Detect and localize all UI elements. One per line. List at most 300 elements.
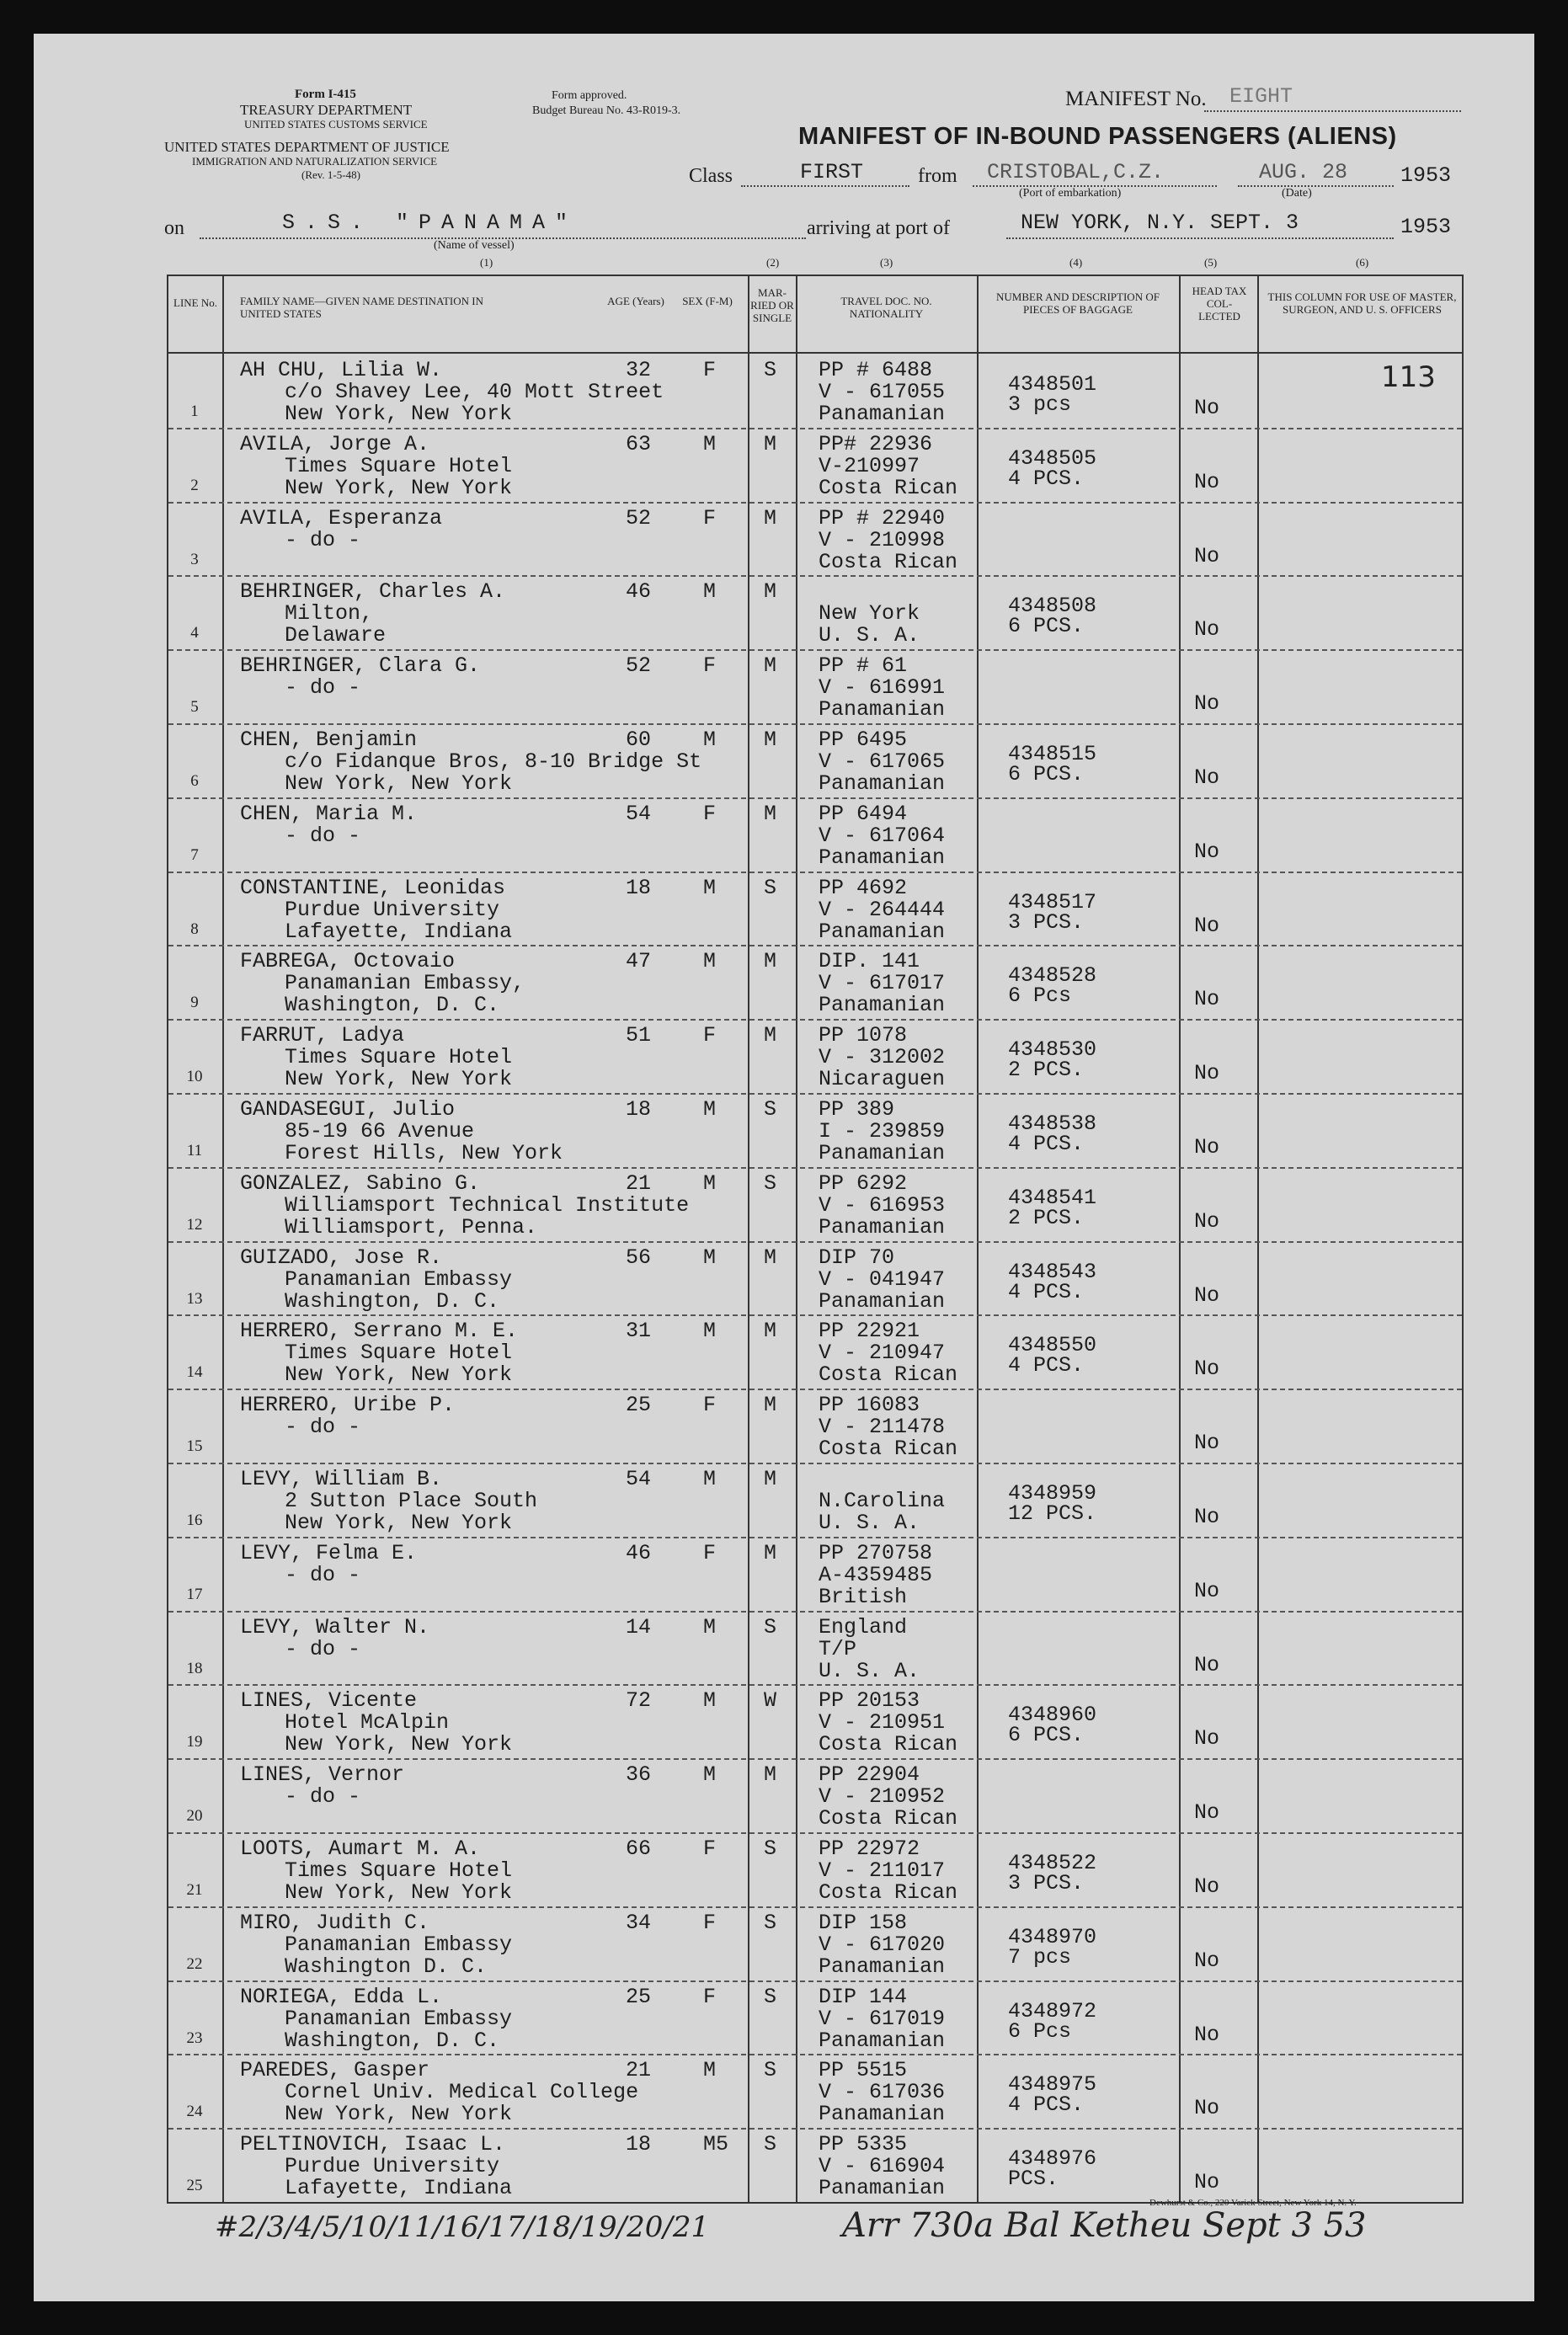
- line-number: 15: [186, 1437, 203, 1456]
- passenger-name: LEVY, Felma E.: [240, 1540, 418, 1565]
- travel-doc-number: PP 5335: [819, 2132, 908, 2157]
- nationality: Nicaraguen: [819, 1067, 946, 1092]
- destination-line-1: Times Square Hotel: [285, 1341, 513, 1366]
- line-number: 1: [190, 402, 199, 420]
- destination-line-2: Lafayette, Indiana: [285, 2176, 513, 2201]
- header-officers: THIS COLUMN FOR USE OF MASTER, SURGEON, AND U. S. OFFICERS: [1267, 291, 1457, 316]
- row-divider: [168, 1980, 1462, 1982]
- passenger-name: HERRERO, Uribe P.: [240, 1393, 456, 1418]
- nationality: British: [819, 1584, 908, 1609]
- destination-line-2: New York, New York: [285, 1362, 513, 1388]
- line-number: 6: [190, 772, 199, 790]
- nationality: Panamanian: [819, 771, 946, 796]
- sex: F: [703, 1023, 717, 1048]
- header-head-tax: HEAD TAX COL-LECTED: [1192, 285, 1247, 323]
- destination-line-2: Washington, D. C.: [285, 2028, 500, 2053]
- line-number: 25: [186, 2177, 203, 2195]
- destination-line-1: - do -: [285, 1636, 361, 1661]
- baggage-number: 4348528: [1008, 963, 1097, 989]
- baggage-pieces: 2 PCS.: [1008, 1205, 1085, 1230]
- head-tax: No: [1194, 2022, 1220, 2047]
- head-tax: No: [1194, 396, 1220, 420]
- baggage-number: 4348543: [1008, 1259, 1097, 1284]
- travel-doc-number: PP # 22940: [819, 505, 946, 530]
- destination-line-1: c/o Fidanque Bros, 8-10 Bridge St: [285, 749, 702, 774]
- travel-doc-number: PP# 22936: [819, 431, 933, 456]
- embarkation-year: 1953: [1400, 163, 1452, 188]
- travel-doc-number: DIP 70: [819, 1245, 895, 1270]
- age: 63: [626, 431, 652, 456]
- line-number: 11: [186, 1142, 203, 1160]
- sex: M: [703, 728, 717, 752]
- header-travel-doc: TRAVEL DOC. NO. NATIONALITY: [840, 295, 932, 320]
- sex: M: [703, 1319, 717, 1344]
- travel-doc-visa: V - 616991: [819, 675, 946, 701]
- page-number: 113: [1381, 360, 1436, 394]
- row-divider: [168, 1093, 1462, 1095]
- row-divider: [168, 1463, 1462, 1464]
- line-number: 2: [190, 476, 199, 494]
- passenger-name: BEHRINGER, Clara G.: [240, 653, 481, 679]
- nationality: Panamanian: [819, 845, 946, 870]
- destination-line-2: Washington D. C.: [285, 1954, 488, 1979]
- travel-doc-visa: I - 239859: [819, 1119, 946, 1144]
- baggage-number: 4348515: [1008, 742, 1097, 766]
- passenger-name: BEHRINGER, Charles A.: [240, 579, 506, 605]
- marital-status: M: [764, 1467, 777, 1491]
- baggage-number: 4348538: [1008, 1112, 1097, 1136]
- passenger-name: HERRERO, Serrano M. E.: [240, 1319, 519, 1344]
- travel-doc-number: PP 1078: [819, 1023, 908, 1048]
- row-divider: [168, 1314, 1462, 1316]
- passenger-name: GANDASEGUI, Julio: [240, 1097, 456, 1122]
- header-married: MAR-RIED OR SINGLE: [750, 286, 794, 324]
- baggage-number: 4348517: [1008, 889, 1097, 914]
- baggage-pieces: 3 PCS.: [1008, 909, 1085, 935]
- passenger-name: LEVY, Walter N.: [240, 1614, 430, 1639]
- destination-line-2: Washington, D. C.: [285, 993, 500, 1018]
- passenger-name: PAREDES, Gasper: [240, 2058, 430, 2083]
- row-divider: [168, 872, 1462, 873]
- sex: F: [703, 1837, 717, 1861]
- header-age: AGE (Years): [607, 295, 664, 307]
- travel-doc-visa: A-4359485: [819, 1562, 933, 1587]
- age: 34: [626, 1910, 652, 1935]
- destination-line-1: - do -: [285, 675, 361, 701]
- baggage-pieces: 6 PCS.: [1008, 614, 1085, 639]
- age: 14: [626, 1614, 652, 1639]
- travel-doc-visa: V - 617019: [819, 2006, 946, 2031]
- line-tally: #2/3/4/5/10/11/16/17/18/19/20/21: [215, 2210, 710, 2244]
- destination-line-2: Lafayette, Indiana: [285, 919, 513, 944]
- destination-line-2: New York, New York: [285, 771, 513, 796]
- head-tax: No: [1194, 1505, 1220, 1529]
- baggage-pieces: 12 PCS.: [1008, 1501, 1097, 1526]
- travel-doc-number: PP 270758: [819, 1540, 933, 1565]
- passenger-name: FABREGA, Octovaio: [240, 949, 456, 974]
- nationality: Costa Rican: [819, 549, 958, 574]
- marital-status: M: [764, 1023, 777, 1048]
- marital-status: S: [764, 1097, 777, 1122]
- port-of-embarkation: CRISTOBAL,C.Z.: [987, 160, 1165, 184]
- column-number-3: (3): [880, 256, 893, 269]
- head-tax: No: [1194, 913, 1220, 938]
- marital-status: M: [764, 653, 777, 679]
- marital-status: S: [764, 2132, 777, 2157]
- passenger-name: NORIEGA, Edda L.: [240, 1984, 443, 2009]
- row-divider: [168, 1241, 1462, 1243]
- head-tax: No: [1194, 1948, 1220, 1973]
- column-number-2: (2): [766, 256, 780, 269]
- arriving-label: arriving at port of: [807, 217, 950, 239]
- arrival-port: NEW YORK, N.Y. SEPT. 3: [1021, 211, 1299, 235]
- baggage-number: 4348959: [1008, 1481, 1097, 1506]
- nationality: Costa Rican: [819, 1806, 958, 1831]
- travel-doc-number: PP 22904: [819, 1762, 920, 1788]
- head-tax: No: [1194, 765, 1220, 790]
- travel-doc-visa: V - 617020: [819, 1932, 946, 1957]
- travel-doc-number: PP 20153: [819, 1688, 920, 1714]
- baggage-number: 4348505: [1008, 445, 1097, 471]
- nationality: Panamanian: [819, 2102, 946, 2127]
- sex: F: [703, 1540, 717, 1565]
- travel-doc-visa: New York: [819, 601, 920, 626]
- baggage-pieces: 6 PCS.: [1008, 762, 1085, 786]
- age: 66: [626, 1837, 652, 1861]
- nationality: Panamanian: [819, 993, 946, 1018]
- sex: M5: [703, 2132, 729, 2157]
- head-tax: No: [1194, 1652, 1220, 1677]
- baggage-number: 4348550: [1008, 1333, 1097, 1358]
- row-divider: [168, 1832, 1462, 1834]
- destination-line-1: Purdue University: [285, 897, 500, 922]
- age: 72: [626, 1688, 652, 1714]
- line-number: 23: [186, 2028, 203, 2047]
- age: 46: [626, 579, 652, 605]
- line-number: 8: [190, 920, 199, 938]
- sex: M: [703, 1097, 717, 1122]
- head-tax: No: [1194, 1431, 1220, 1456]
- sex: F: [703, 358, 717, 382]
- row-divider: [168, 797, 1462, 799]
- column-number-6: (6): [1356, 256, 1369, 269]
- marital-status: W: [764, 1688, 777, 1714]
- age: 47: [626, 949, 652, 974]
- nationality: Panamanian: [819, 1288, 946, 1314]
- sex: M: [703, 431, 717, 456]
- row-divider: [168, 1758, 1462, 1760]
- line-number: 7: [190, 845, 199, 864]
- travel-doc-visa: V - 041947: [819, 1266, 946, 1292]
- destination-line-1: Panamanian Embassy,: [285, 971, 525, 996]
- row-divider: [168, 649, 1462, 651]
- marital-status: S: [764, 358, 777, 382]
- age: 56: [626, 1245, 652, 1270]
- passenger-name: AVILA, Jorge A.: [240, 431, 430, 456]
- passenger-name: AVILA, Esperanza: [240, 505, 443, 530]
- head-tax: No: [1194, 1874, 1220, 1899]
- line-number: 3: [190, 550, 199, 568]
- travel-doc-number: PP 5515: [819, 2058, 908, 2083]
- baggage-number: 4348975: [1008, 2072, 1097, 2098]
- arrival-signature: Arr 730a Bal Ketheu Sept 3 53: [842, 2206, 1367, 2245]
- passenger-name: LEVY, William B.: [240, 1467, 443, 1491]
- baggage-pieces: 4 PCS.: [1008, 466, 1085, 491]
- age: 32: [626, 358, 652, 382]
- passenger-name: LINES, Vernor: [240, 1762, 405, 1788]
- head-tax: No: [1194, 2170, 1220, 2195]
- baggage-pieces: 6 PCS.: [1008, 1723, 1085, 1748]
- head-tax: No: [1194, 1578, 1220, 1603]
- baggage-number: 4348541: [1008, 1185, 1097, 1210]
- nationality: Panamanian: [819, 1214, 946, 1239]
- travel-doc-number: DIP. 141: [819, 949, 920, 974]
- nationality: U. S. A.: [819, 623, 920, 648]
- sex: F: [703, 1393, 717, 1418]
- destination-line-2: New York, New York: [285, 402, 513, 426]
- travel-doc-visa: V - 211478: [819, 1415, 946, 1440]
- marital-status: S: [764, 1170, 777, 1196]
- travel-doc-number: PP 22921: [819, 1319, 920, 1344]
- sex: M: [703, 2058, 717, 2083]
- marital-status: M: [764, 1319, 777, 1344]
- marital-status: M: [764, 505, 777, 530]
- travel-doc-number: PP 4692: [819, 875, 908, 900]
- age: 52: [626, 653, 652, 679]
- sex: F: [703, 1984, 717, 2009]
- vessel-column-number: (1): [480, 256, 493, 269]
- baggage-pieces: PCS.: [1008, 2167, 1059, 2192]
- travel-doc-visa: V - 312002: [819, 1045, 946, 1070]
- budget-bureau: Budget Bureau No. 43-R019-3.: [532, 104, 681, 117]
- marital-status: M: [764, 1762, 777, 1788]
- head-tax: No: [1194, 1135, 1220, 1160]
- destination-line-2: New York, New York: [285, 1511, 513, 1535]
- nationality: Costa Rican: [819, 1362, 958, 1388]
- marital-status: M: [764, 431, 777, 456]
- header-line-no: LINE No.: [173, 296, 217, 309]
- destination-line-1: - do -: [285, 1784, 361, 1810]
- marital-status: S: [764, 1837, 777, 1861]
- travel-doc-visa: V - 211017: [819, 1858, 946, 1883]
- age: 25: [626, 1393, 652, 1418]
- travel-doc-visa: V - 616953: [819, 1192, 946, 1218]
- head-tax: No: [1194, 1357, 1220, 1382]
- marital-status: M: [764, 1540, 777, 1565]
- travel-doc-visa: V - 617065: [819, 749, 946, 774]
- destination-line-2: New York, New York: [285, 2102, 513, 2127]
- destination-line-2: New York, New York: [285, 1732, 513, 1757]
- destination-line-1: Purdue University: [285, 2154, 500, 2179]
- age: 21: [626, 2058, 652, 2083]
- manifest-title: MANIFEST OF IN-BOUND PASSENGERS (ALIENS): [798, 123, 1397, 150]
- destination-line-1: Times Square Hotel: [285, 1858, 513, 1883]
- baggage-number: 4348960: [1008, 1703, 1097, 1728]
- passenger-name: GUIZADO, Jose R.: [240, 1245, 443, 1270]
- revision-date: (Rev. 1-5-48): [301, 168, 360, 181]
- row-divider: [168, 1537, 1462, 1538]
- head-tax: No: [1194, 987, 1220, 1012]
- nationality: U. S. A.: [819, 1658, 920, 1683]
- age: 25: [626, 1984, 652, 2009]
- sex: M: [703, 579, 717, 605]
- destination-line-1: Panamanian Embassy: [285, 2006, 513, 2031]
- destination-line-2: Washington, D. C.: [285, 1288, 500, 1314]
- row-divider: [168, 1906, 1462, 1908]
- baggage-number: 4348522: [1008, 1851, 1097, 1875]
- passenger-name: LOOTS, Aumart M. A.: [240, 1837, 481, 1861]
- destination-line-1: 2 Sutton Place South: [285, 1489, 538, 1513]
- marital-status: S: [764, 2058, 777, 2083]
- head-tax: No: [1194, 1726, 1220, 1751]
- line-number: 16: [186, 1511, 203, 1529]
- nationality: Panamanian: [819, 919, 946, 944]
- age: 46: [626, 1540, 652, 1565]
- destination-line-2: Williamsport, Penna.: [285, 1214, 538, 1239]
- destination-line-1: - do -: [285, 823, 361, 848]
- destination-line-1: - do -: [285, 1562, 361, 1587]
- form-number: Form I-415: [295, 88, 356, 101]
- passenger-name: FARRUT, Ladya: [240, 1023, 405, 1048]
- baggage-number: 4348972: [1008, 1998, 1097, 2023]
- line-number: 5: [190, 698, 199, 717]
- baggage-pieces: 3 PCS.: [1008, 1871, 1085, 1895]
- travel-doc-visa: V - 617055: [819, 380, 946, 404]
- age: 31: [626, 1319, 652, 1344]
- travel-doc-visa: V - 617064: [819, 823, 946, 848]
- row-divider: [168, 1019, 1462, 1021]
- destination-line-1: - do -: [285, 1415, 361, 1440]
- date-caption: (Date): [1282, 187, 1312, 200]
- head-tax: No: [1194, 469, 1220, 494]
- sex: F: [703, 505, 717, 530]
- justice-department: UNITED STATES DEPARTMENT OF JUSTICE: [164, 139, 450, 155]
- passenger-name: CONSTANTINE, Leonidas: [240, 875, 506, 900]
- destination-line-2: New York, New York: [285, 475, 513, 500]
- header-sex: SEX (F-M): [682, 295, 733, 307]
- age: 21: [626, 1170, 652, 1196]
- baggage-pieces: 4 PCS.: [1008, 1279, 1085, 1304]
- travel-doc-number: DIP 144: [819, 1984, 908, 2009]
- nationality: Panamanian: [819, 697, 946, 722]
- baggage-pieces: 6 Pcs: [1008, 984, 1072, 1009]
- travel-doc-visa: V - 616904: [819, 2154, 946, 2179]
- treasury-department: TREASURY DEPARTMENT: [240, 102, 413, 118]
- sex: M: [703, 1467, 717, 1491]
- travel-doc-visa: V - 264444: [819, 897, 946, 922]
- sex: M: [703, 1170, 717, 1196]
- header-name: FAMILY NAME—GIVEN NAME DESTINATION IN UNITED STATES: [240, 295, 484, 320]
- age: 18: [626, 1097, 652, 1122]
- travel-doc-number: PP # 6488: [819, 358, 933, 382]
- age: 36: [626, 1762, 652, 1788]
- sex: M: [703, 1614, 717, 1639]
- ins-service: IMMIGRATION AND NATURALIZATION SERVICE: [192, 155, 438, 168]
- travel-doc-number: PP # 61: [819, 653, 908, 679]
- baggage-pieces: 4 PCS.: [1008, 1353, 1085, 1378]
- manifest-label: MANIFEST No.: [1065, 88, 1207, 110]
- marital-status: M: [764, 949, 777, 974]
- travel-doc-number: PP 389: [819, 1097, 895, 1122]
- baggage-pieces: 4 PCS.: [1008, 2092, 1085, 2118]
- row-divider: [168, 945, 1462, 946]
- baggage-pieces: 2 PCS.: [1008, 1058, 1085, 1083]
- travel-doc-number: DIP 158: [819, 1910, 908, 1935]
- destination-line-1: Times Square Hotel: [285, 453, 513, 478]
- destination-line-1: Milton,: [285, 601, 374, 626]
- travel-doc-visa: V - 617036: [819, 2080, 946, 2105]
- destination-line-1: Cornel Univ. Medical College: [285, 2080, 639, 2105]
- baggage-pieces: 6 Pcs: [1008, 2018, 1072, 2044]
- passenger-name: CHEN, Maria M.: [240, 801, 418, 826]
- head-tax: No: [1194, 691, 1220, 717]
- port-caption: (Port of embarkation): [1019, 187, 1122, 200]
- age: 18: [626, 875, 652, 900]
- baggage-number: 4348508: [1008, 594, 1097, 619]
- baggage-number: 4348501: [1008, 372, 1097, 397]
- header-baggage: NUMBER AND DESCRIPTION OF PIECES OF BAGGAGE: [996, 291, 1160, 316]
- passenger-name: AH CHU, Lilia W.: [240, 358, 443, 382]
- head-tax: No: [1194, 1208, 1220, 1234]
- line-number: 22: [186, 1954, 203, 1973]
- line-number: 19: [186, 1733, 203, 1751]
- nationality: Panamanian: [819, 2176, 946, 2201]
- sex: M: [703, 949, 717, 974]
- row-divider: [168, 2128, 1462, 2130]
- age: 54: [626, 801, 652, 826]
- baggage-pieces: 7 pcs: [1008, 1944, 1072, 1970]
- nationality: Costa Rican: [819, 1880, 958, 1905]
- printer-imprint: Dewhurst & Co., 220 Varick Street, New York 14, N. Y.: [1149, 2198, 1357, 2208]
- line-number: 21: [186, 1881, 203, 1899]
- row-divider: [168, 2054, 1462, 2055]
- travel-doc-number: PP 6292: [819, 1170, 908, 1196]
- sex: M: [703, 1762, 717, 1788]
- head-tax: No: [1194, 617, 1220, 642]
- row-divider: [168, 428, 1462, 429]
- line-number: 14: [186, 1363, 203, 1382]
- row-divider: [168, 575, 1462, 577]
- sex: F: [703, 653, 717, 679]
- vessel-caption: (Name of vessel): [434, 239, 515, 252]
- travel-doc-visa: V - 210947: [819, 1341, 946, 1366]
- baggage-number: 4348530: [1008, 1037, 1097, 1063]
- marital-status: S: [764, 1984, 777, 2009]
- marital-status: M: [764, 728, 777, 752]
- embarkation-date: AUG. 28: [1259, 160, 1348, 184]
- nationality: Costa Rican: [819, 1732, 958, 1757]
- line-number: 17: [186, 1585, 203, 1603]
- row-divider: [168, 1684, 1462, 1686]
- baggage-number: 4348976: [1008, 2146, 1097, 2172]
- line-number: 13: [186, 1289, 203, 1308]
- baggage-pieces: 3 pcs: [1008, 392, 1072, 417]
- nationality: Panamanian: [819, 1141, 946, 1165]
- row-divider: [168, 1611, 1462, 1613]
- sex: F: [703, 1910, 717, 1935]
- marital-status: M: [764, 1393, 777, 1418]
- age: 54: [626, 1467, 652, 1491]
- baggage-number: 4348970: [1008, 1924, 1097, 1949]
- from-label: from: [918, 165, 957, 187]
- marital-status: M: [764, 1245, 777, 1270]
- line-number: 9: [190, 994, 199, 1012]
- line-number: 20: [186, 1807, 203, 1826]
- nationality: Costa Rican: [819, 1437, 958, 1462]
- travel-doc-number: PP 16083: [819, 1393, 920, 1418]
- customs-service: UNITED STATES CUSTOMS SERVICE: [244, 118, 428, 131]
- column-number-5: (5): [1204, 256, 1218, 269]
